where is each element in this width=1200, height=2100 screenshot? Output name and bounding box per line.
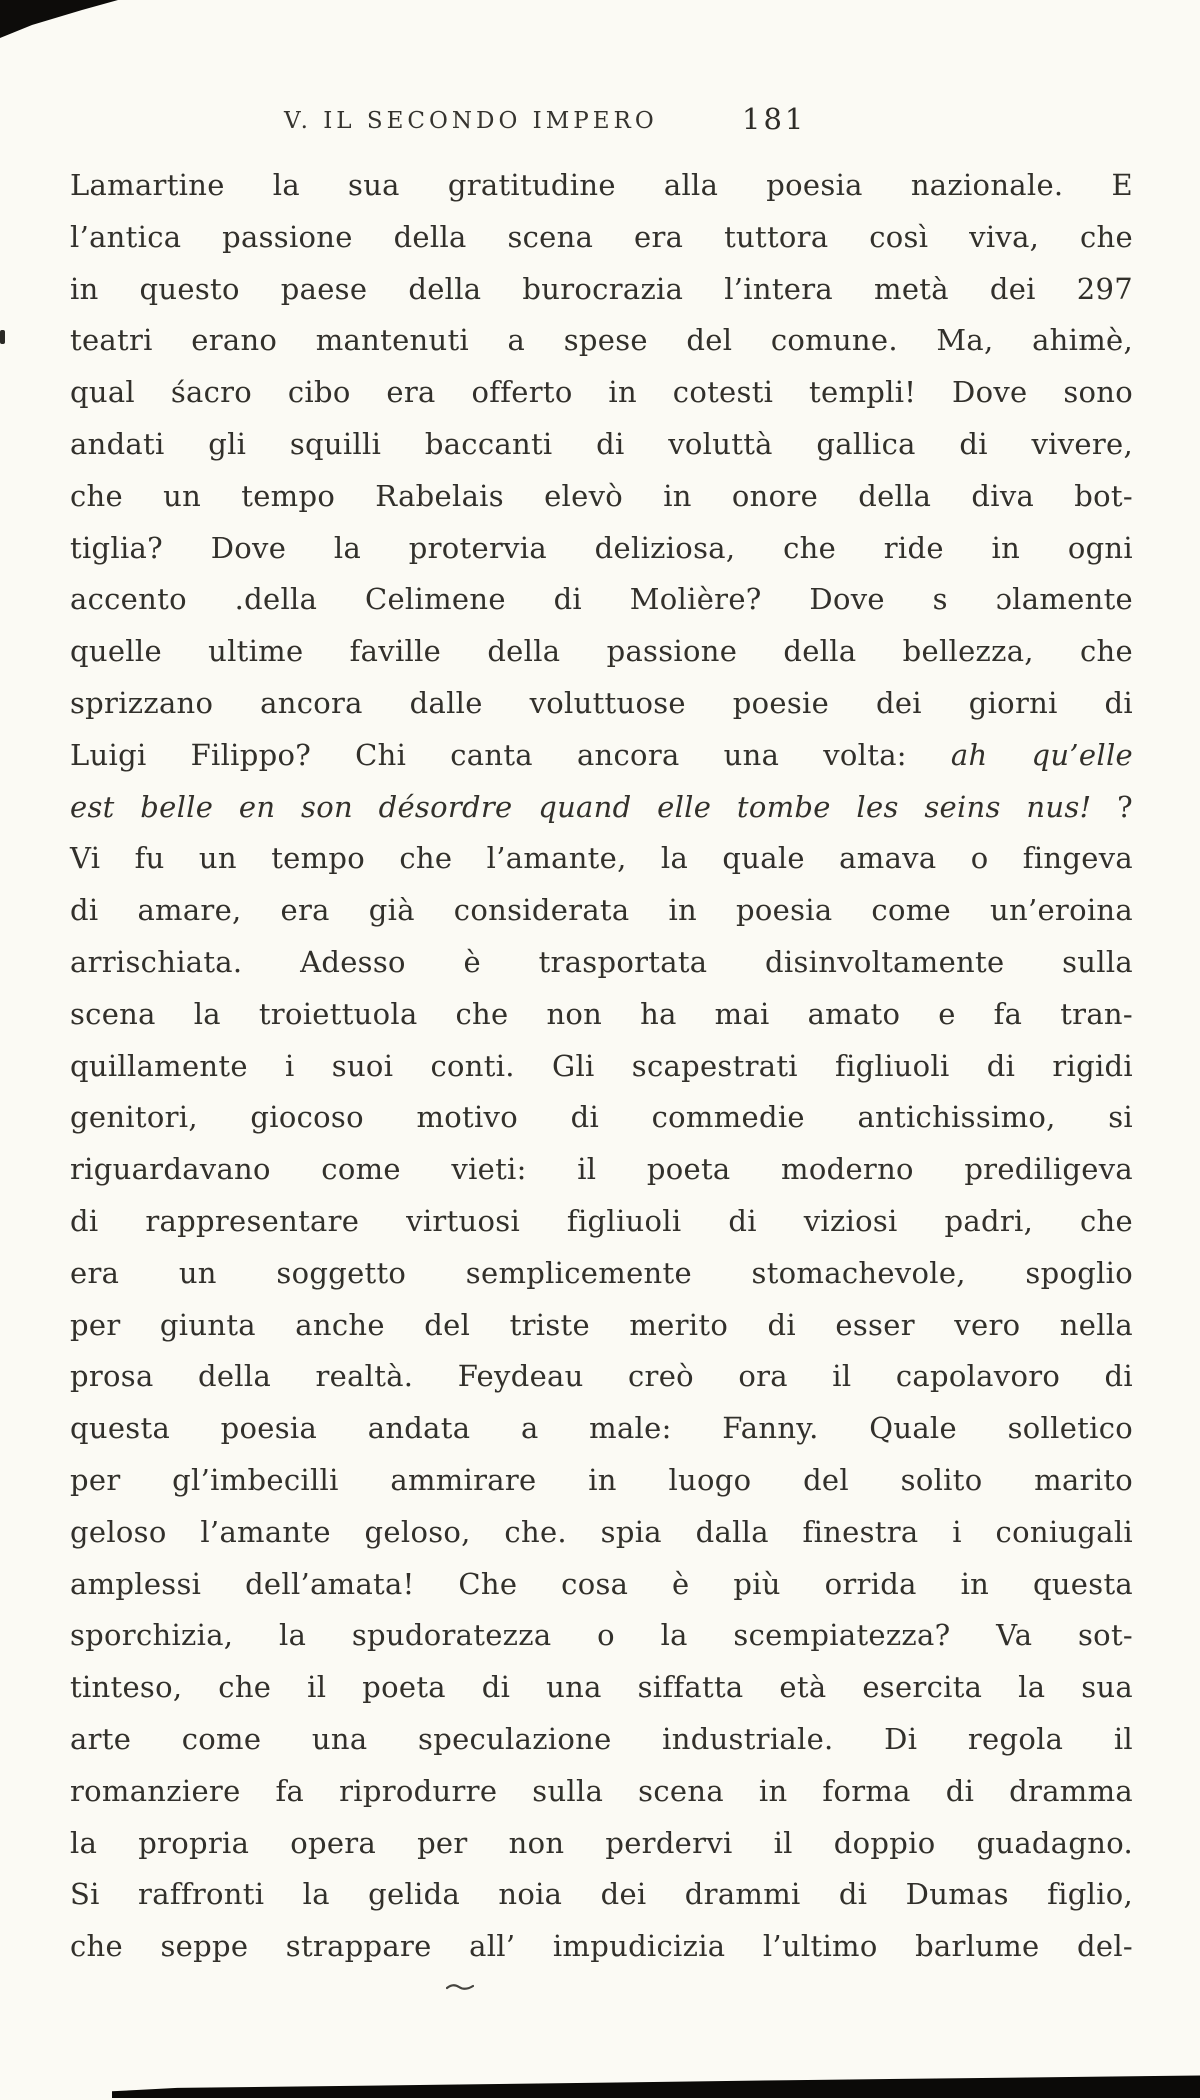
text-line: [70, 1559, 1133, 1611]
text-line: [70, 885, 1133, 937]
text-line: [70, 419, 1133, 471]
text-segment: per gl’imbecilli ammirare in luogo del solito marito: [70, 1462, 1133, 1497]
text-segment: geloso l’amante geloso, che. spia dalla finestra i coniugali: [70, 1514, 1133, 1549]
text-segment: arrischiata. Adesso è trasportata disinvoltamente sulla: [70, 944, 1133, 979]
page-header: [0, 102, 1200, 144]
text-segment: l’antica passione della scena era tuttora così viva, che: [70, 219, 1133, 254]
text-line: [70, 1144, 1133, 1196]
text-line: [70, 1610, 1133, 1662]
running-title: V. IL SECONDO IMPERO: [284, 108, 658, 134]
text-segment: ?: [1091, 789, 1133, 824]
scan-artifact-top-left: [0, 0, 118, 38]
text-segment: riguardavano come vieti: il poeta moderno prediligeva: [70, 1152, 1133, 1187]
text-segment: scena la troiettuola che non ha mai amato e fa tran-: [70, 996, 1133, 1031]
text-segment: arte come una speculazione industriale. Di regola il: [70, 1721, 1133, 1756]
text-segment: romanziere fa riprodurre sulla scena in forma di dramma: [70, 1773, 1133, 1808]
text-segment: teatri erano mantenuti a spese del comune. Ma, ahimè,: [70, 323, 1133, 358]
scan-artifact-speck: [0, 330, 5, 344]
text-segment: quelle ultime faville della passione della bellezza, che: [70, 634, 1133, 669]
text-line: [70, 1714, 1133, 1766]
text-line: [70, 471, 1133, 523]
text-line: [70, 1300, 1133, 1352]
text-segment: sporchizia, la spudoratezza o la scempiatezza? Va sot-: [70, 1618, 1133, 1653]
text-segment: Si raffronti la gelida noia dei drammi di Dumas figlio,: [70, 1877, 1133, 1912]
text-line: [70, 989, 1133, 1041]
text-segment: in questo paese della burocrazia l’intera metà dei 297: [70, 271, 1133, 306]
text-line: [70, 1507, 1133, 1559]
text-line: [70, 1662, 1133, 1714]
text-line: [70, 1766, 1133, 1818]
text-line: [70, 574, 1133, 626]
text-line: [70, 160, 1133, 212]
text-segment: prosa della realtà. Feydeau creò ora il capolavoro di: [70, 1359, 1133, 1394]
text-segment: quillamente i suoi conti. Gli scapestrati figliuoli di rigidi: [70, 1048, 1133, 1083]
text-segment: di amare, era già considerata in poesia come un’eroina: [70, 893, 1133, 928]
text-line: [70, 730, 1133, 782]
text-segment: per giunta anche del triste merito di esser vero nella: [70, 1307, 1133, 1342]
text-segment: la propria opera per non perdervi il doppio guadagno.: [70, 1825, 1133, 1860]
text-segment: qual śacro cibo era offerto in cotesti templi! Dove sono: [70, 375, 1133, 410]
scan-artifact-bottom: [112, 2074, 1200, 2098]
text-line: [70, 678, 1133, 730]
italic-text-segment: ah qu’elle: [950, 737, 1133, 772]
text-line: [70, 523, 1133, 575]
body-text: [70, 160, 1133, 1973]
text-line: [70, 1818, 1133, 1870]
text-line: [70, 212, 1133, 264]
text-line: [70, 1041, 1133, 1093]
text-segment: di rappresentare virtuosi figliuoli di viziosi padri, che: [70, 1203, 1133, 1238]
text-segment: che un tempo Rabelais elevò in onore della diva bot-: [70, 478, 1133, 513]
text-segment: Lamartine la sua gratitudine alla poesia nazionale. E: [70, 168, 1133, 202]
text-segment: andati gli squilli baccanti di voluttà gallica di vivere,: [70, 426, 1133, 461]
text-line: [70, 833, 1133, 885]
text-line: [70, 264, 1133, 316]
scan-artifact-squiggle: [446, 1978, 474, 1990]
text-segment: genitori, giocoso motivo di commedie antichissimo, si: [70, 1100, 1133, 1135]
text-line: [70, 1921, 1133, 1973]
text-line: [70, 626, 1133, 678]
text-segment: Luigi Filippo? Chi canta ancora una volta:: [70, 737, 951, 772]
text-segment: sprizzano ancora dalle voluttuose poesie dei giorni di: [70, 685, 1133, 720]
squiggle-mark-icon: [446, 1981, 474, 1993]
italic-text-segment: est belle en son désordre quand elle tombe les seins nus!: [70, 789, 1092, 824]
text-line: [70, 1455, 1133, 1507]
text-line: [70, 782, 1133, 834]
text-segment: tiglia? Dove la protervia deliziosa, che ride in ogni: [70, 530, 1133, 565]
text-segment: tinteso, che il poeta di una siffatta età esercita la sua: [70, 1670, 1133, 1705]
text-line: [70, 1092, 1133, 1144]
text-line: [70, 1351, 1133, 1403]
text-segment: era un soggetto semplicemente stomachevole, spoglio: [70, 1255, 1133, 1290]
text-segment: Vi fu un tempo che l’amante, la quale amava o fingeva: [70, 841, 1133, 876]
text-segment: amplessi dell’amata! Che cosa è più orrida in questa: [70, 1566, 1133, 1601]
text-segment: che seppe strappare all’ impudicizia l’ultimo barlume del-: [70, 1929, 1133, 1964]
text-line: [70, 367, 1133, 419]
text-line: [70, 937, 1133, 989]
text-segment: accento .della Celimene di Molière? Dove s ɔlamente: [70, 582, 1133, 617]
text-segment: questa poesia andata a male: Fanny. Quale solletico: [70, 1411, 1133, 1446]
text-line: [70, 1403, 1133, 1455]
text-line: [70, 315, 1133, 367]
page-number: 181: [742, 102, 807, 136]
text-line: [70, 1248, 1133, 1300]
text-line: [70, 1869, 1133, 1921]
text-line: [70, 1196, 1133, 1248]
